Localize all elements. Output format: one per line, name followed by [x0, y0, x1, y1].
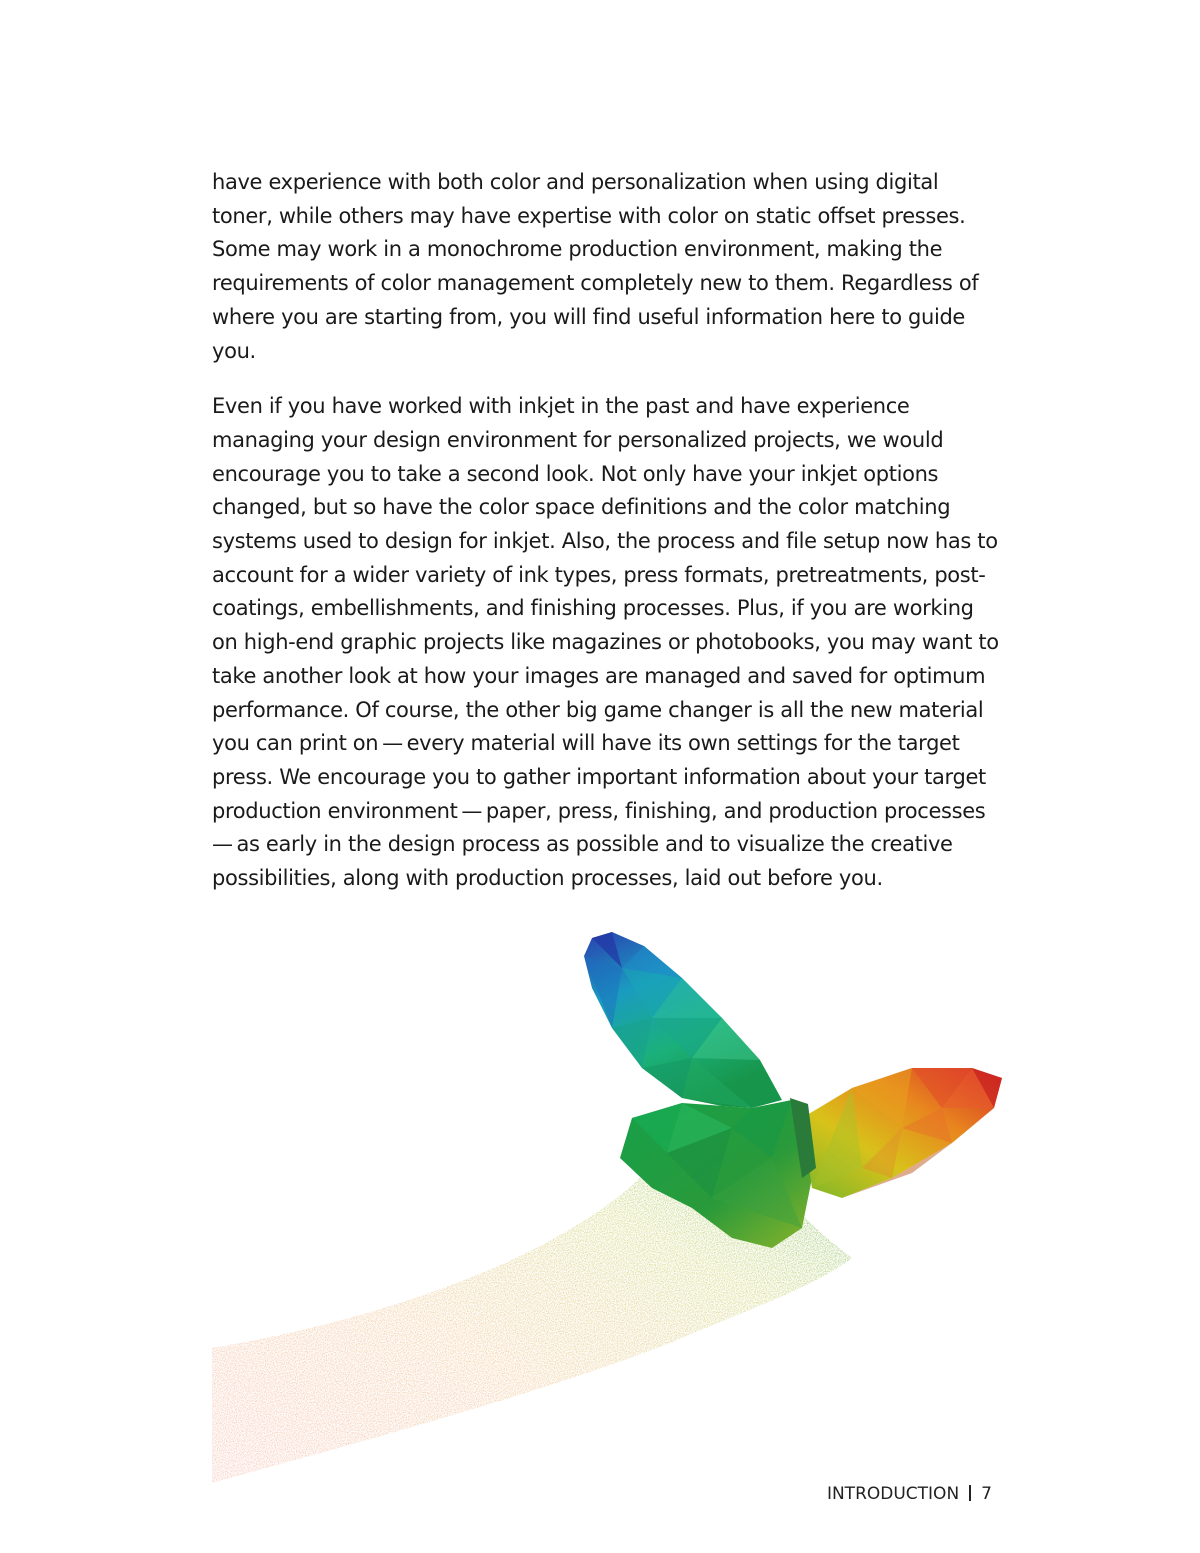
paragraph-2: Even if you have worked with inkjet in the past and have experience managing your design environment for personalized projects, we would encourage you to take a second look. Not only have your inkjet options changed, but so have the color space definitions and the color matching systems used to design for inkjet. Also, the process and file setup now has to account for a wider variety of ink types, press formats, pretreatments, post-coatings, embellishments, and finishing processes. Plus, if you are working on high-end graphic projects like magazines or photobooks, you may want to take another look at how your images are managed and saved for optimum performance. Of course, the other big game changer is all the new material you can print on — every material will have its own settings for the target press. We encourage you to gather important information about your target production environment — paper, press, finishing, and production processes — as early in the design process as possible and to visualize the creative possibilities, along with production processes, laid out before you.: [212, 394, 999, 891]
page-number: 7: [981, 1484, 992, 1504]
upper-wing: [584, 932, 782, 1108]
paragraph-1: have experience with both color and personalization when using digital toner, while others may have expertise with color on static offset presses. Some may work in a monochrome production environment, making the requirements of color management completely new to them. Regardless of where you are starting from, you will find useful information here to guide you.: [212, 170, 979, 363]
polygon-butterfly-icon: [212, 928, 1012, 1488]
body-text: [212, 166, 1002, 918]
butterfly-illustration: [212, 928, 1012, 1488]
page-footer: [0, 1484, 992, 1504]
right-wing: [802, 1068, 1002, 1198]
section-label: INTRODUCTION: [826, 1484, 960, 1504]
footer-separator: [969, 1485, 971, 1501]
